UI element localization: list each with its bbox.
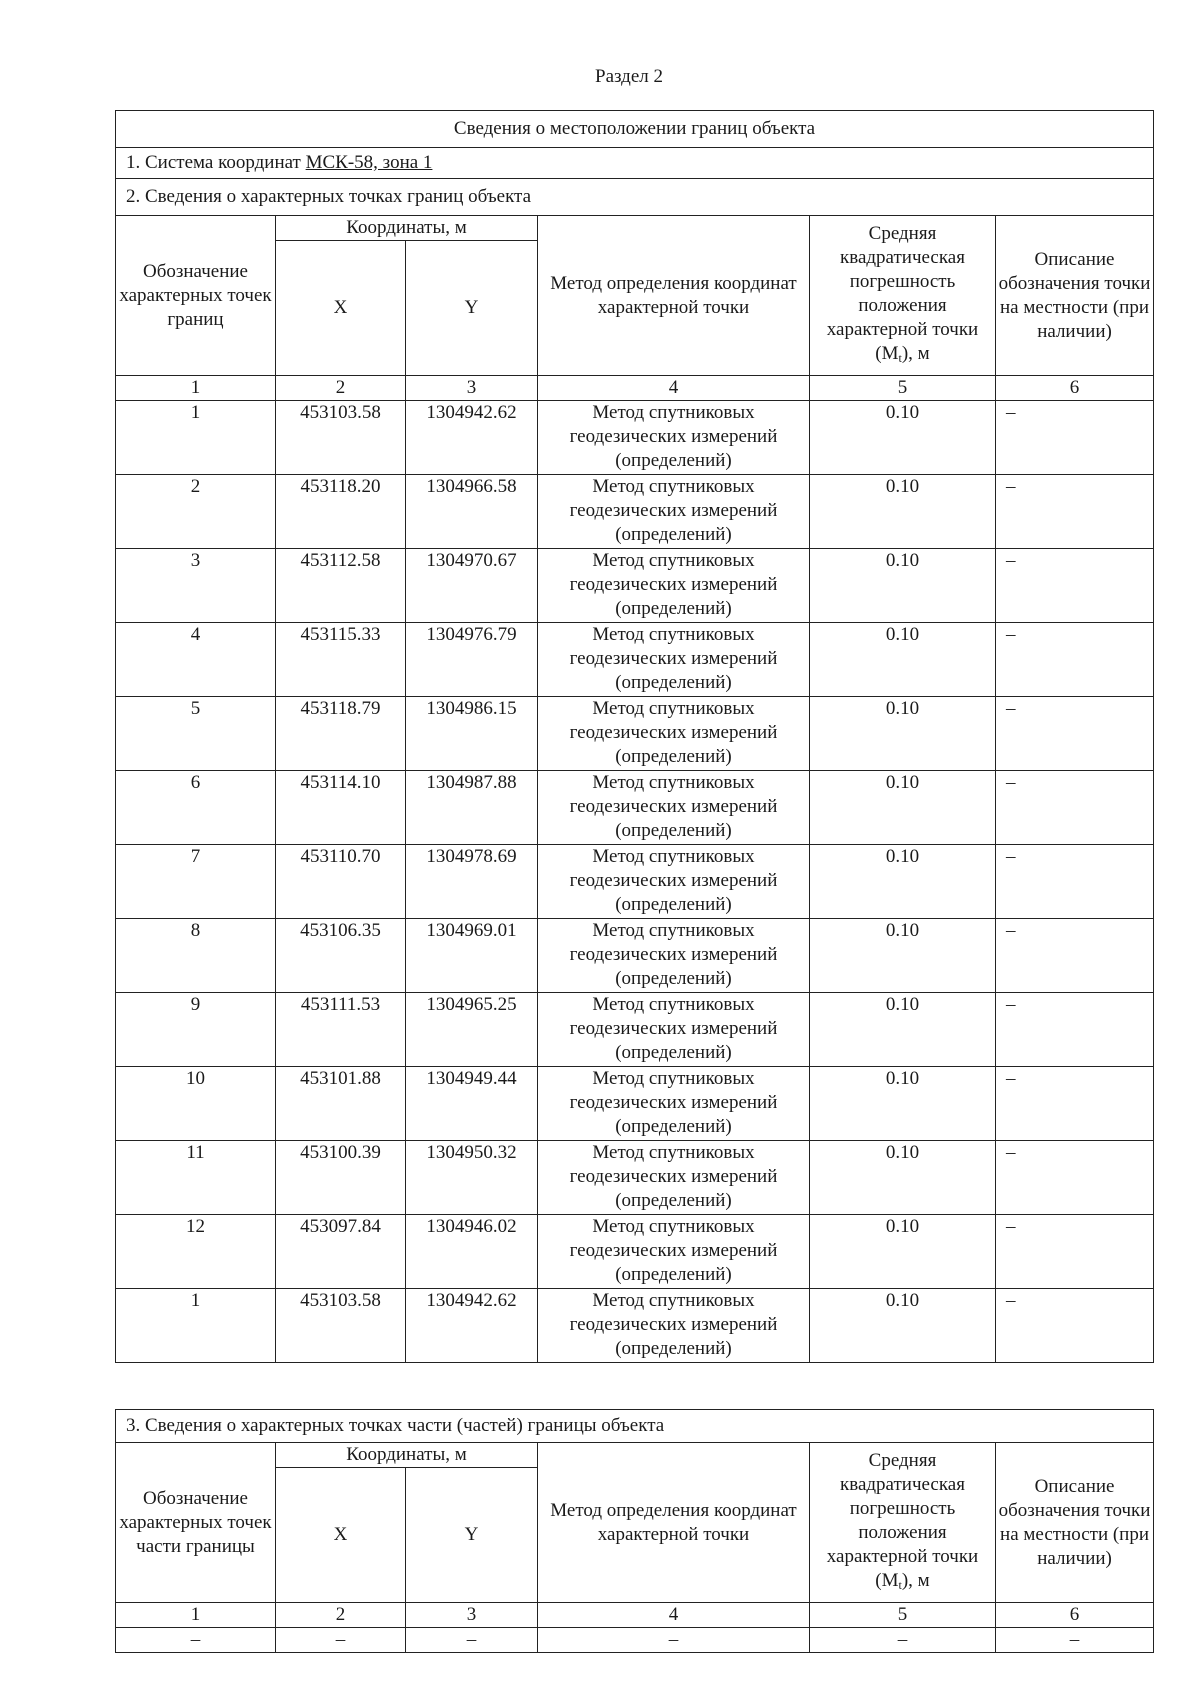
description: – [996,401,1154,475]
header-error-unit: ), м [901,1569,930,1591]
point-id: 8 [116,919,276,993]
coord-y: 1304978.69 [406,845,538,919]
method: Метод спутниковых геодезических измерений (определений) [538,549,810,623]
column-number: 6 [996,1603,1154,1628]
table-row [116,1215,1154,1289]
column-number: 3 [406,376,538,401]
method: Метод спутниковых геодезических измерений (определений) [538,623,810,697]
error: 0.10 [810,401,996,475]
error: 0.10 [810,623,996,697]
table-row [116,1289,1154,1363]
coord-x: 453100.39 [276,1141,406,1215]
header-y-part: Y [406,1468,538,1603]
header-error-sub: t [898,1577,902,1592]
coord-system-value: МСК-58, зона 1 [305,152,433,173]
method: Метод спутниковых геодезических измерений (определений) [538,1141,810,1215]
coord-x: 453110.70 [276,845,406,919]
point-id: 9 [116,993,276,1067]
column-number: 2 [276,1603,406,1628]
description: – [996,993,1154,1067]
method: Метод спутниковых геодезических измерений (определений) [538,1289,810,1363]
coord-x: 453112.58 [276,549,406,623]
part-table [115,1409,1154,1653]
section-title: Раздел 2 [595,66,663,87]
header-x: X [276,241,406,376]
coord-x: 453097.84 [276,1215,406,1289]
header-designation: Обозначение характерных точек границ [116,216,276,376]
part-cell: – [538,1628,810,1653]
description: – [996,1289,1154,1363]
error: 0.10 [810,919,996,993]
table-row [116,919,1154,993]
coord-y: 1304942.62 [406,401,538,475]
error: 0.10 [810,549,996,623]
description: – [996,919,1154,993]
boundary-table [115,110,1154,1363]
point-id: 7 [116,845,276,919]
point-id: 1 [116,1289,276,1363]
coord-y: 1304986.15 [406,697,538,771]
header-description: Описание обозначения точки на местности (при наличии) [996,216,1154,376]
column-number: 2 [276,376,406,401]
part-cell: – [996,1628,1154,1653]
coord-y: 1304965.25 [406,993,538,1067]
coord-x: 453111.53 [276,993,406,1067]
coord-x: 453118.79 [276,697,406,771]
coord-y: 1304987.88 [406,771,538,845]
error: 0.10 [810,697,996,771]
description: – [996,1215,1154,1289]
coord-y: 1304970.67 [406,549,538,623]
table-row [116,845,1154,919]
column-number: 6 [996,376,1154,401]
coord-x: 453103.58 [276,401,406,475]
description: – [996,845,1154,919]
error: 0.10 [810,993,996,1067]
header-method: Метод определения координат характерной точки [538,216,810,376]
part-cell: – [276,1628,406,1653]
description: – [996,697,1154,771]
coord-y: 1304946.02 [406,1215,538,1289]
header-x-part: X [276,1468,406,1603]
header-description-part: Описание обозначения точки на местности (при наличии) [996,1443,1154,1603]
table-row [116,1628,1154,1653]
coord-y: 1304950.32 [406,1141,538,1215]
method: Метод спутниковых геодезических измерений (определений) [538,993,810,1067]
table-row [116,623,1154,697]
header-method-part: Метод определения координат характерной точки [538,1443,810,1603]
table-row [116,401,1154,475]
coord-y: 1304966.58 [406,475,538,549]
coord-system-label: 1. Система координат [126,152,301,173]
description: – [996,549,1154,623]
description: – [996,771,1154,845]
coord-system-row [116,148,1154,179]
point-id: 4 [116,623,276,697]
column-number: 1 [116,376,276,401]
header-error-text: Средняя квадратическая погрешность положения характерной точки (M [826,1449,979,1591]
part-cell: – [406,1628,538,1653]
coord-x: 453103.58 [276,1289,406,1363]
coord-x: 453114.10 [276,771,406,845]
coord-y: 1304942.62 [406,1289,538,1363]
method: Метод спутниковых геодезических измерений (определений) [538,845,810,919]
column-number: 4 [538,1603,810,1628]
header-coords-part: Координаты, м [276,1443,538,1468]
description: – [996,475,1154,549]
table-row [116,1141,1154,1215]
method: Метод спутниковых геодезических измерений (определений) [538,771,810,845]
point-id: 3 [116,549,276,623]
header-error [810,216,996,376]
column-number: 4 [538,376,810,401]
coord-x: 453106.35 [276,919,406,993]
coord-x: 453101.88 [276,1067,406,1141]
method: Метод спутниковых геодезических измерений (определений) [538,1215,810,1289]
error: 0.10 [810,1215,996,1289]
column-number: 5 [810,1603,996,1628]
column-number: 3 [406,1603,538,1628]
coord-y: 1304949.44 [406,1067,538,1141]
description: – [996,1141,1154,1215]
part-cell: – [810,1628,996,1653]
header-y: Y [406,241,538,376]
error: 0.10 [810,771,996,845]
coord-y: 1304969.01 [406,919,538,993]
error: 0.10 [810,1067,996,1141]
method: Метод спутниковых геодезических измерений (определений) [538,401,810,475]
point-id: 11 [116,1141,276,1215]
header-error-unit: ), м [901,342,930,364]
header-error-text: Средняя квадратическая погрешность положения характерной точки (M [826,222,979,364]
error: 0.10 [810,845,996,919]
coord-y: 1304976.79 [406,623,538,697]
error: 0.10 [810,1289,996,1363]
column-number: 5 [810,376,996,401]
method: Метод спутниковых геодезических измерений (определений) [538,919,810,993]
method: Метод спутниковых геодезических измерений (определений) [538,1067,810,1141]
table-row [116,475,1154,549]
column-number: 1 [116,1603,276,1628]
header-error-part [810,1443,996,1603]
table-banner: Сведения о местоположении границ объекта [116,111,1154,148]
point-id: 12 [116,1215,276,1289]
part-cell: – [116,1628,276,1653]
header-coords: Координаты, м [276,216,538,241]
header-designation-part: Обозначение характерных точек части границы [116,1443,276,1603]
point-id: 10 [116,1067,276,1141]
point-id: 5 [116,697,276,771]
coord-x: 453118.20 [276,475,406,549]
part3-title: 3. Сведения о характерных точках части (частей) границы объекта [116,1410,1154,1443]
table-row [116,549,1154,623]
table-row [116,697,1154,771]
part2-title: 2. Сведения о характерных точках границ объекта [116,179,1154,216]
point-id: 1 [116,401,276,475]
column-number-row [116,376,1154,401]
description: – [996,1067,1154,1141]
column-number-row [116,1603,1154,1628]
error: 0.10 [810,475,996,549]
table-row [116,771,1154,845]
description: – [996,623,1154,697]
point-id: 6 [116,771,276,845]
method: Метод спутниковых геодезических измерений (определений) [538,697,810,771]
error: 0.10 [810,1141,996,1215]
header-error-sub: t [898,350,902,365]
table-row [116,1067,1154,1141]
method: Метод спутниковых геодезических измерений (определений) [538,475,810,549]
point-id: 2 [116,475,276,549]
coord-x: 453115.33 [276,623,406,697]
table-row [116,993,1154,1067]
